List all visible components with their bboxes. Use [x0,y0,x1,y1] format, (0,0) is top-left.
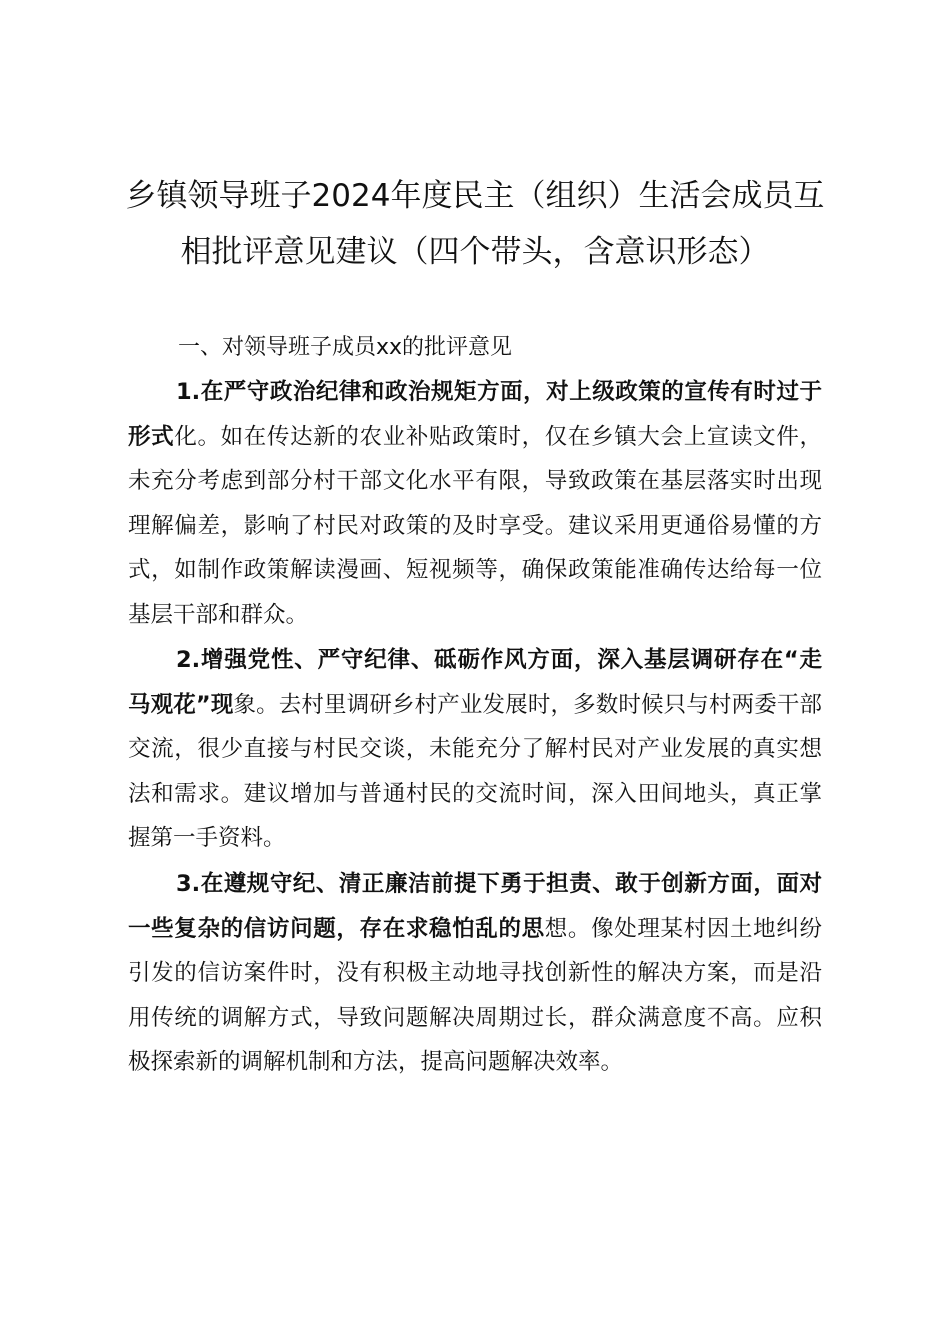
section-heading: 一、对领导班子成员xx的批评意见 [178,335,513,360]
paragraph-2-body: 象。去村里调研乡村产业发展时，多数时候只与村两委干部交流，很少直接与村民交谈，未能充分了解村民对产业发展的真实想法和需求。建议增加与普通村民的交流时间，深入田间地头，真正掌握第一手资料。 [128,691,822,851]
paragraph-2 [128,638,822,861]
paragraph-3-body: 想。像处理某村因土地纠纷引发的信访案件时，没有积极主动地寻找创新性的解决方案，而是沿用传统的调解方式，导致问题解决周期过长，群众满意度不高。应积极探索新的调解机制和方法，提高问题解决效率。 [128,915,822,1075]
paragraph-1-bold-lead: 1.在严守政治纪律和政治规矩方面，对上级政策的宣传有时过于形式 [128,379,822,450]
paragraph-2-bold-lead: 2.增强党性、严守纪律、砥砺作风方面，深入基层调研存在“走马观花”现 [128,647,822,718]
document-title: 乡镇领导班子2024年度民主（组织）生活会成员互相批评意见建议（四个带头，含意识形态） [125,178,825,270]
paragraph-1 [128,370,822,637]
paragraph-3-bold-lead: 3.在遵规守纪、清正廉洁前提下勇于担责、敢于创新方面，面对一些复杂的信访问题，存在求稳怕乱的思 [128,871,822,942]
paragraph-3 [128,862,822,1085]
paragraph-1-body: 化。如在传达新的农业补贴政策时，仅在乡镇大会上宣读文件，未充分考虑到部分村干部文化水平有限，导致政策在基层落实时出现理解偏差，影响了村民对政策的及时享受。建议采用更通俗易懂的方式，如制作政策解读漫画、短视频等，确保政策能准确传达给每一位基层干部和群众。 [128,423,822,628]
